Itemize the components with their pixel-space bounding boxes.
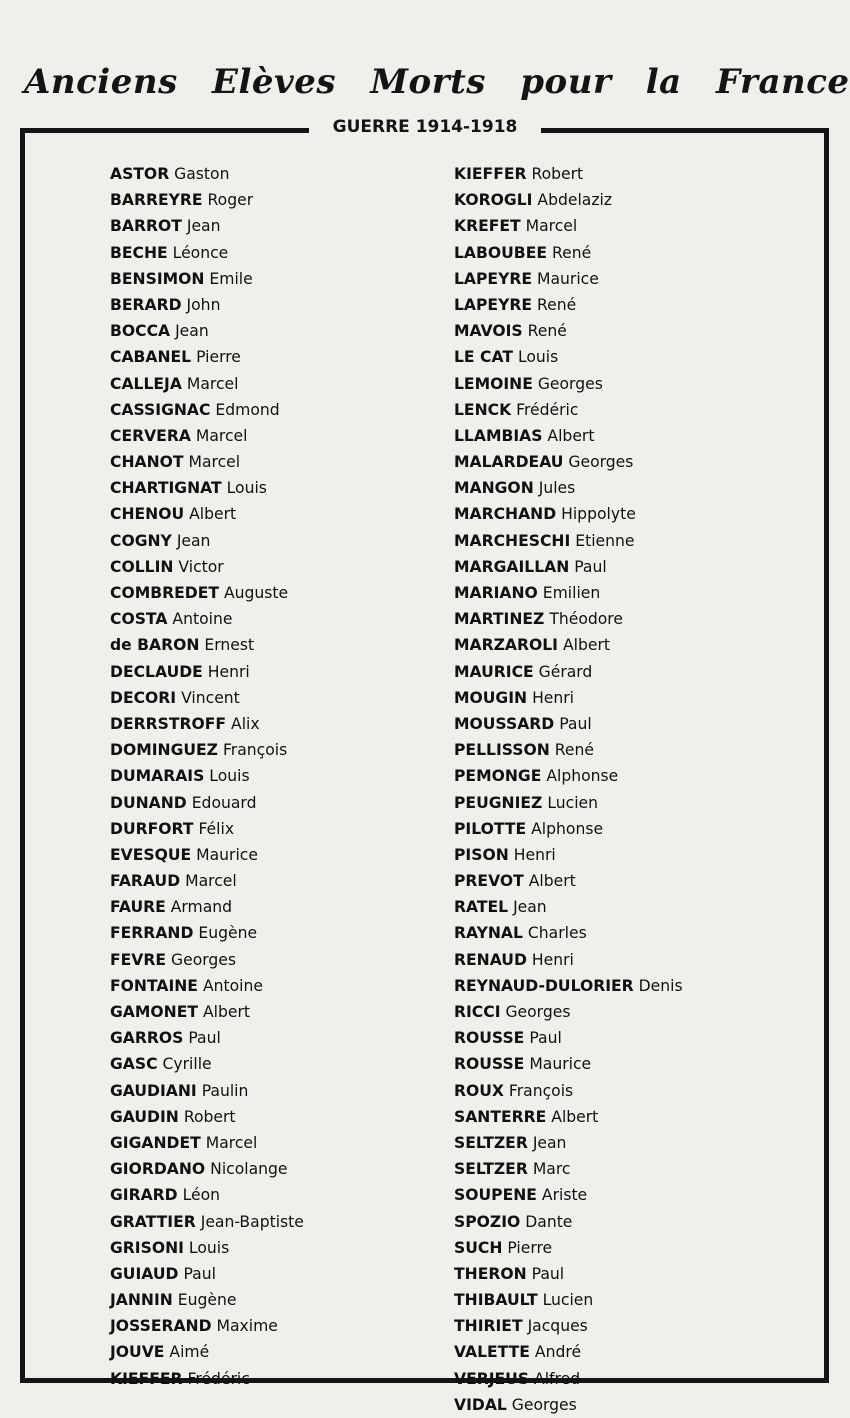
memorial-name-entry xyxy=(454,1392,683,1418)
surname: BOCCA xyxy=(110,322,171,341)
first-name: Frédéric xyxy=(187,1369,250,1388)
surname: BARROT xyxy=(110,217,182,236)
memorial-name-entry xyxy=(454,161,683,187)
surname: BENSIMON xyxy=(110,269,205,288)
memorial-name-entry xyxy=(110,1209,304,1235)
first-name: Albert xyxy=(189,505,237,524)
memorial-name-entry xyxy=(110,554,304,580)
surname: MAURICE xyxy=(454,662,534,681)
memorial-name-entry xyxy=(110,659,304,685)
first-name: Louis xyxy=(517,348,559,367)
memorial-name-entry xyxy=(110,685,304,711)
first-name: Emilien xyxy=(542,584,601,602)
surname: REYNAUD-DULORIER xyxy=(454,976,634,995)
memorial-name-entry xyxy=(454,947,683,973)
first-name: Paul xyxy=(559,714,592,733)
first-name: Georges xyxy=(537,374,603,393)
surname: FERRAND xyxy=(110,924,194,943)
memorial-name-entry xyxy=(454,1025,683,1051)
memorial-name-entry xyxy=(454,397,683,423)
memorial-name-entry xyxy=(454,1104,683,1130)
surname: GIORDANO xyxy=(110,1160,206,1179)
first-name: Paul xyxy=(188,1029,221,1048)
surname: COGNY xyxy=(110,531,172,550)
first-name: Marcel xyxy=(185,872,237,891)
first-name: Henri xyxy=(531,950,574,969)
first-name: Albert xyxy=(551,1107,599,1126)
names-list-left xyxy=(110,161,304,1392)
memorial-name-entry xyxy=(454,187,683,213)
surname: ROUSSE xyxy=(454,1029,525,1048)
memorial-name-entry xyxy=(110,213,304,239)
surname: ROUX xyxy=(454,1081,504,1100)
surname: CHARTIGNAT xyxy=(110,479,222,498)
memorial-name-entry xyxy=(110,240,304,266)
first-name: Antoine xyxy=(202,976,263,995)
memorial-name-entry xyxy=(110,1078,304,1104)
surname: SELTZER xyxy=(454,1133,528,1152)
first-name: Théodore xyxy=(549,610,623,629)
first-name: Alix xyxy=(231,714,260,733)
memorial-name-entry xyxy=(454,973,683,999)
first-name: Georges xyxy=(568,453,634,472)
surname: DOMINGUEZ xyxy=(110,741,218,760)
first-name: Marcel xyxy=(205,1133,258,1152)
surname: GAMONET xyxy=(110,1003,198,1021)
surname: GIGANDET xyxy=(110,1133,201,1152)
first-name: Louis xyxy=(209,767,250,786)
surname: DUNAND xyxy=(110,793,187,812)
first-name: François xyxy=(222,741,288,760)
memorial-name-entry xyxy=(454,1051,683,1077)
first-name: René xyxy=(537,295,577,314)
surname: RENAUD xyxy=(454,950,527,969)
first-name: Jean xyxy=(513,898,547,917)
surname: SOUPENE xyxy=(454,1186,537,1205)
memorial-name-entry xyxy=(110,999,304,1025)
first-name: Louis xyxy=(188,1238,230,1257)
first-name: Maurice xyxy=(196,845,258,864)
surname: BERARD xyxy=(110,295,182,314)
first-name: Alphonse xyxy=(546,767,619,786)
memorial-name-entry xyxy=(454,1156,683,1182)
surname: JOSSERAND xyxy=(110,1317,212,1336)
memorial-name-entry xyxy=(454,606,683,632)
surname: GUIAUD xyxy=(110,1264,179,1283)
memorial-name-entry xyxy=(110,973,304,999)
surname: VIDAL xyxy=(454,1395,507,1414)
surname: MARCHAND xyxy=(454,505,557,524)
war-period-subtitle: GUERRE 1914-1918 xyxy=(309,112,541,142)
memorial-name-entry xyxy=(454,999,683,1025)
surname: SPOZIO xyxy=(454,1212,521,1231)
surname: ROUSSE xyxy=(454,1055,525,1074)
surname: LLAMBIAS xyxy=(454,426,543,445)
first-name: Maurice xyxy=(529,1055,592,1074)
first-name: Marcel xyxy=(195,426,248,445)
memorial-name-entry xyxy=(110,580,304,606)
memorial-name-entry xyxy=(110,947,304,973)
first-name: Gaston xyxy=(174,165,230,183)
first-name: Henri xyxy=(532,688,575,707)
surname: COSTA xyxy=(110,610,168,629)
memorial-name-entry xyxy=(454,292,683,318)
surname: LEMOINE xyxy=(454,374,533,393)
surname: CHANOT xyxy=(110,453,184,472)
page-title: Anciens Elèves Morts pour la France xyxy=(24,62,850,102)
surname: DECORI xyxy=(110,688,177,707)
first-name: Eugène xyxy=(177,1291,237,1310)
memorial-name-entry xyxy=(110,816,304,842)
memorial-name-entry xyxy=(110,763,304,789)
first-name: Albert xyxy=(528,872,576,891)
memorial-name-entry xyxy=(454,344,683,370)
first-name: Robert xyxy=(183,1107,236,1126)
first-name: Nicolange xyxy=(210,1160,288,1179)
memorial-name-entry xyxy=(454,894,683,920)
first-name: Paul xyxy=(574,557,607,576)
memorial-name-entry xyxy=(454,1366,683,1392)
first-name: Etienne xyxy=(575,531,635,550)
memorial-name-entry xyxy=(110,475,304,501)
surname: GRATTIER xyxy=(110,1212,196,1231)
surname: PILOTTE xyxy=(454,819,527,838)
first-name: Albert xyxy=(562,636,610,655)
memorial-name-entry xyxy=(110,1261,304,1287)
first-name: Frédéric xyxy=(516,400,579,419)
surname: PISON xyxy=(454,845,509,864)
first-name: Marcel xyxy=(188,453,241,472)
first-name: Pierre xyxy=(507,1238,553,1257)
surname: MANGON xyxy=(454,479,534,498)
first-name: Jean xyxy=(176,531,211,550)
surname: COMBREDET xyxy=(110,584,219,602)
surname: MOUSSARD xyxy=(454,714,555,733)
first-name: Léon xyxy=(182,1186,221,1205)
surname: LAPEYRE xyxy=(454,269,533,288)
first-name: Abdelaziz xyxy=(537,191,613,210)
surname: RAYNAL xyxy=(454,924,523,943)
surname: CALLEJA xyxy=(110,374,182,393)
surname: BARREYRE xyxy=(110,191,203,210)
first-name: Georges xyxy=(505,1003,571,1021)
memorial-name-entry xyxy=(110,868,304,894)
memorial-name-entry xyxy=(110,606,304,632)
memorial-name-entry xyxy=(110,397,304,423)
memorial-name-entry xyxy=(110,1025,304,1051)
first-name: Cyrille xyxy=(162,1055,212,1074)
memorial-name-entry xyxy=(454,1261,683,1287)
memorial-name-entry xyxy=(454,423,683,449)
surname: CASSIGNAC xyxy=(110,400,211,419)
first-name: Paul xyxy=(183,1264,216,1283)
memorial-name-entry xyxy=(454,318,683,344)
first-name: Dante xyxy=(525,1212,573,1231)
memorial-name-entry xyxy=(110,344,304,370)
memorial-name-entry xyxy=(110,1051,304,1077)
first-name: Ernest xyxy=(204,636,255,655)
first-name: Victor xyxy=(178,557,224,576)
memorial-name-entry xyxy=(454,711,683,737)
memorial-name-entry xyxy=(110,449,304,475)
surname: FAURE xyxy=(110,898,166,917)
surname: PEMONGE xyxy=(454,767,542,786)
memorial-name-entry xyxy=(454,554,683,580)
memorial-name-entry xyxy=(110,711,304,737)
memorial-name-entry xyxy=(454,580,683,606)
surname: SELTZER xyxy=(454,1160,528,1179)
memorial-name-entry xyxy=(110,528,304,554)
first-name: Pierre xyxy=(196,348,241,367)
first-name: Henri xyxy=(207,662,250,681)
memorial-name-entry xyxy=(454,816,683,842)
memorial-name-entry xyxy=(454,213,683,239)
surname: SUCH xyxy=(454,1238,503,1257)
first-name: Albert xyxy=(202,1003,250,1021)
first-name: Gérard xyxy=(538,662,593,681)
first-name: Jean xyxy=(186,217,221,236)
first-name: Eugène xyxy=(198,924,258,943)
surname: LENCK xyxy=(454,400,512,419)
first-name: Ariste xyxy=(541,1186,588,1205)
memorial-name-entry xyxy=(454,1339,683,1365)
memorial-name-entry xyxy=(454,1078,683,1104)
first-name: Jean xyxy=(532,1133,567,1152)
surname: JOUVE xyxy=(110,1343,165,1362)
first-name: John xyxy=(186,295,221,314)
first-name: André xyxy=(534,1343,582,1362)
memorial-name-entry xyxy=(110,1104,304,1130)
memorial-name-entry xyxy=(454,659,683,685)
memorial-name-entry xyxy=(110,1287,304,1313)
surname: CHENOU xyxy=(110,505,185,524)
surname: PEUGNIEZ xyxy=(454,793,543,812)
surname: MALARDEAU xyxy=(454,453,564,472)
surname: VALETTE xyxy=(454,1343,530,1362)
surname: FONTAINE xyxy=(110,976,198,995)
surname: MAVOIS xyxy=(454,322,523,341)
first-name: François xyxy=(508,1081,574,1100)
surname: LABOUBEE xyxy=(454,243,547,262)
first-name: Jean-Baptiste xyxy=(200,1212,304,1231)
memorial-name-entry xyxy=(454,842,683,868)
surname: DECLAUDE xyxy=(110,662,203,681)
first-name: Aimé xyxy=(169,1343,210,1362)
surname: GAUDIANI xyxy=(110,1081,197,1100)
surname: GASC xyxy=(110,1055,158,1074)
memorial-name-entry xyxy=(110,1235,304,1261)
surname: MARGAILLAN xyxy=(454,557,570,576)
first-name: Alphonse xyxy=(531,819,604,838)
memorial-name-entry xyxy=(454,1235,683,1261)
first-name: Georges xyxy=(171,950,236,969)
memorial-name-entry xyxy=(110,1366,304,1392)
surname: FEVRE xyxy=(110,950,167,969)
memorial-name-entry xyxy=(454,632,683,658)
surname: ASTOR xyxy=(110,165,170,183)
first-name: Denis xyxy=(638,976,683,995)
surname: MARCHESCHI xyxy=(454,531,571,550)
memorial-name-entry xyxy=(454,240,683,266)
first-name: Marcel xyxy=(186,374,239,393)
first-name: Lucien xyxy=(542,1291,594,1310)
first-name: Paul xyxy=(529,1029,562,1048)
names-list-right xyxy=(454,161,683,1418)
memorial-name-entry xyxy=(110,371,304,397)
first-name: Alfred xyxy=(534,1369,581,1388)
first-name: Georges xyxy=(511,1395,577,1414)
surname: GAUDIN xyxy=(110,1107,179,1126)
memorial-name-entry xyxy=(110,894,304,920)
first-name: Maxime xyxy=(216,1317,278,1336)
surname: KIEFFER xyxy=(110,1369,183,1388)
surname: CABANEL xyxy=(110,348,192,367)
memorial-name-entry xyxy=(110,737,304,763)
memorial-name-entry xyxy=(110,318,304,344)
first-name: René xyxy=(527,322,567,341)
surname: COLLIN xyxy=(110,557,174,576)
surname: GRISONI xyxy=(110,1238,184,1257)
surname: PELLISSON xyxy=(454,741,550,760)
memorial-name-entry xyxy=(110,423,304,449)
surname: PREVOT xyxy=(454,872,524,891)
surname: BECHE xyxy=(110,243,168,262)
surname: CERVERA xyxy=(110,426,191,445)
memorial-name-entry xyxy=(454,501,683,527)
memorial-name-entry xyxy=(454,1313,683,1339)
surname: KREFET xyxy=(454,217,521,236)
first-name: René xyxy=(554,741,595,760)
surname: THIBAULT xyxy=(454,1291,538,1310)
first-name: Roger xyxy=(207,191,254,210)
memorial-name-entry xyxy=(110,790,304,816)
surname: DUMARAIS xyxy=(110,767,205,786)
memorial-name-entry xyxy=(454,920,683,946)
memorial-name-entry xyxy=(454,1182,683,1208)
first-name: Antoine xyxy=(172,610,233,629)
first-name: Léonce xyxy=(172,243,229,262)
surname: JANNIN xyxy=(110,1291,173,1310)
memorial-name-entry xyxy=(454,763,683,789)
memorial-name-entry xyxy=(454,475,683,501)
surname: SANTERRE xyxy=(454,1107,547,1126)
memorial-name-entry xyxy=(454,685,683,711)
surname: GIRARD xyxy=(110,1186,178,1205)
first-name: Armand xyxy=(170,898,233,917)
first-name: Lucien xyxy=(547,793,599,812)
first-name: Albert xyxy=(547,426,595,445)
memorial-name-entry xyxy=(454,1130,683,1156)
surname: DERRSTROFF xyxy=(110,714,227,733)
surname: LE CAT xyxy=(454,348,513,367)
first-name: Félix xyxy=(198,819,235,838)
surname: THIRIET xyxy=(454,1317,523,1336)
first-name: Robert xyxy=(531,165,584,183)
memorial-name-entry xyxy=(454,528,683,554)
memorial-name-entry xyxy=(110,187,304,213)
memorial-name-entry xyxy=(454,449,683,475)
first-name: Paul xyxy=(531,1264,565,1283)
memorial-name-entry xyxy=(454,737,683,763)
first-name: Edmond xyxy=(215,400,280,419)
first-name: Maurice xyxy=(537,269,599,288)
surname: de BARON xyxy=(110,636,200,655)
surname: MARIANO xyxy=(454,584,538,602)
surname: DURFORT xyxy=(110,819,194,838)
memorial-name-entry xyxy=(110,292,304,318)
surname: VERJEUS xyxy=(454,1369,530,1388)
first-name: René xyxy=(551,243,592,262)
memorial-name-entry xyxy=(454,790,683,816)
first-name: Auguste xyxy=(223,584,289,602)
memorial-name-entry xyxy=(110,1313,304,1339)
memorial-name-entry xyxy=(110,501,304,527)
memorial-name-entry xyxy=(110,842,304,868)
first-name: Louis xyxy=(226,479,267,498)
memorial-name-entry xyxy=(110,266,304,292)
first-name: Jean xyxy=(175,322,209,341)
surname: MOUGIN xyxy=(454,688,528,707)
surname: KIEFFER xyxy=(454,165,527,183)
surname: GARROS xyxy=(110,1029,184,1048)
memorial-name-entry xyxy=(110,1156,304,1182)
first-name: Hippolyte xyxy=(561,505,636,524)
surname: KOROGLI xyxy=(454,191,533,210)
first-name: Jacques xyxy=(527,1317,588,1336)
memorial-name-entry xyxy=(454,1209,683,1235)
first-name: Edouard xyxy=(191,793,257,812)
surname: MARZAROLI xyxy=(454,636,558,655)
surname: EVESQUE xyxy=(110,845,192,864)
memorial-name-entry xyxy=(110,920,304,946)
memorial-name-entry xyxy=(110,1339,304,1365)
surname: LAPEYRE xyxy=(454,295,533,314)
memorial-name-entry xyxy=(454,266,683,292)
first-name: Charles xyxy=(527,924,587,943)
surname: FARAUD xyxy=(110,872,181,891)
first-name: Henri xyxy=(513,845,556,864)
memorial-name-entry xyxy=(110,1182,304,1208)
surname: THERON xyxy=(454,1264,527,1283)
memorial-name-entry xyxy=(110,632,304,658)
first-name: Emile xyxy=(209,269,253,288)
surname: RATEL xyxy=(454,898,509,917)
first-name: Vincent xyxy=(181,688,240,707)
memorial-name-entry xyxy=(110,1130,304,1156)
memorial-name-entry xyxy=(454,371,683,397)
surname: MARTINEZ xyxy=(454,610,545,629)
memorial-name-entry xyxy=(454,868,683,894)
first-name: Jules xyxy=(538,479,576,498)
surname: RICCI xyxy=(454,1003,501,1021)
memorial-name-entry xyxy=(110,161,304,187)
first-name: Paulin xyxy=(201,1081,249,1100)
first-name: Marcel xyxy=(525,217,578,236)
first-name: Marc xyxy=(532,1160,571,1179)
memorial-name-entry xyxy=(454,1287,683,1313)
